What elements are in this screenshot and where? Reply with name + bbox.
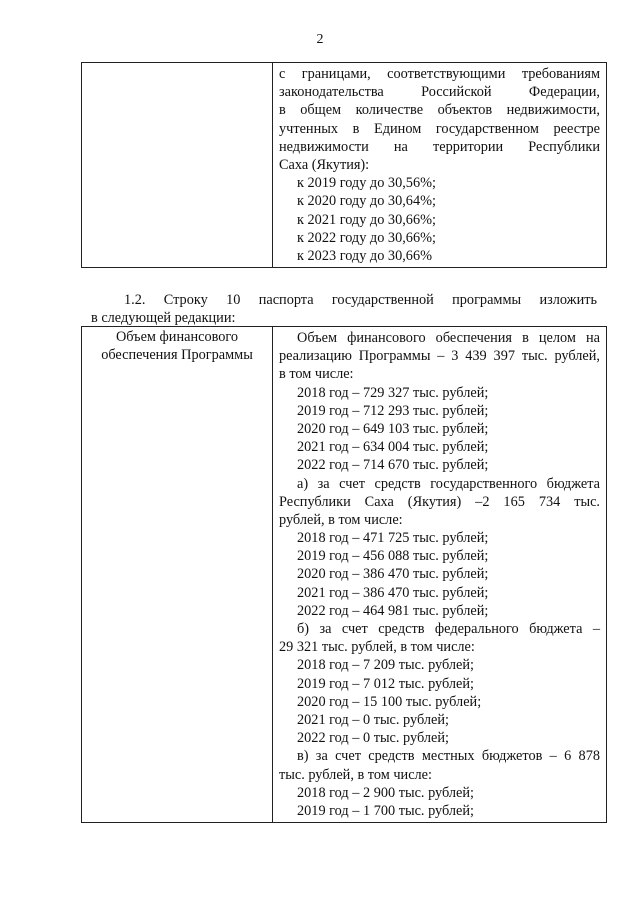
- text-line: 2021 год – 0 тыс. рублей;: [297, 711, 449, 728]
- text-line: законодательства Российской Федерации,: [279, 84, 600, 101]
- text-line: б) за счет средств федерального бюджета –: [297, 621, 600, 637]
- text-line: 2020 год – 649 103 тыс. рублей;: [297, 420, 489, 437]
- text-line: а) за счет средств государственного бюджета: [297, 475, 600, 492]
- text-line: 2022 год – 464 981 тыс. рублей;: [297, 602, 489, 619]
- table-cell-left: [82, 63, 273, 268]
- text-line: 29 321 тыс. рублей, в том числе:: [279, 639, 475, 656]
- text-line: Саха (Якутия):: [279, 156, 370, 173]
- paragraph-line: в следующей редакции:: [91, 310, 236, 327]
- table-cell-label: [82, 327, 273, 823]
- text-line: 2020 год – 15 100 тыс. рублей;: [297, 693, 482, 710]
- text-line: 2019 год – 1 700 тыс. рублей;: [297, 802, 475, 819]
- text-line: к 2021 году до 30,66%;: [297, 211, 436, 228]
- text-line: 2021 год – 386 470 тыс. рублей;: [297, 584, 489, 601]
- text-line: учтенных в Едином государственном реестре: [279, 120, 600, 137]
- text-line: реализацию Программы – 3 439 397 тыс. рублей,: [279, 348, 600, 365]
- page-number: 2: [316, 32, 324, 47]
- text-line: 2020 год – 386 470 тыс. рублей;: [297, 566, 489, 583]
- table-row: [82, 327, 607, 823]
- table-cell-right: [273, 327, 607, 823]
- text-line: с границами, соответствующими требованиям: [279, 66, 600, 82]
- text-line: 2021 год – 634 004 тыс. рублей;: [297, 439, 489, 456]
- targets-text: [273, 63, 606, 267]
- text-line: 2019 год – 7 012 тыс. рублей;: [297, 675, 475, 692]
- financing-label: Объем финансового обеспечения Программы: [101, 329, 253, 364]
- amendment-paragraph: [91, 291, 597, 327]
- text-line: рублей, в том числе:: [279, 511, 403, 528]
- text-line: в) за счет средств местных бюджетов – 6 878: [297, 748, 600, 765]
- text-line: в том числе:: [279, 366, 354, 383]
- text-line: Республики Саха (Якутия) –2 165 734 тыс.: [279, 493, 600, 510]
- table-row: [82, 63, 607, 268]
- text-line: 2019 год – 712 293 тыс. рублей;: [297, 402, 489, 419]
- text-line: 2018 год – 2 900 тыс. рублей;: [297, 784, 475, 801]
- text-line: в общем количестве объектов недвижимости,: [279, 102, 600, 119]
- financing-text: [273, 327, 606, 822]
- text-line: 2018 год – 7 209 тыс. рублей;: [297, 657, 475, 674]
- text-line: 2022 год – 0 тыс. рублей;: [297, 730, 449, 747]
- table-cell-right: [273, 63, 607, 268]
- text-line: Объем финансового обеспечения в целом на: [297, 330, 600, 346]
- targets-table: [81, 62, 607, 268]
- financing-table: [81, 326, 607, 823]
- text-line: 2018 год – 471 725 тыс. рублей;: [297, 530, 489, 547]
- text-line: к 2020 году до 30,64%;: [297, 193, 436, 210]
- text-line: 2018 год – 729 327 тыс. рублей;: [297, 384, 489, 401]
- paragraph-line: 1.2. Строку 10 паспорта государственной программы изложить: [124, 292, 597, 308]
- text-line: тыс. рублей, в том числе:: [279, 766, 432, 783]
- text-line: 2019 год – 456 088 тыс. рублей;: [297, 548, 489, 565]
- text-line: к 2019 году до 30,56%;: [297, 175, 436, 192]
- text-line: к 2023 году до 30,66%: [297, 247, 433, 264]
- text-line: недвижимости на территории Республики: [279, 138, 600, 155]
- text-line: к 2022 году до 30,66%;: [297, 229, 436, 246]
- text-line: 2022 год – 714 670 тыс. рублей;: [297, 457, 489, 474]
